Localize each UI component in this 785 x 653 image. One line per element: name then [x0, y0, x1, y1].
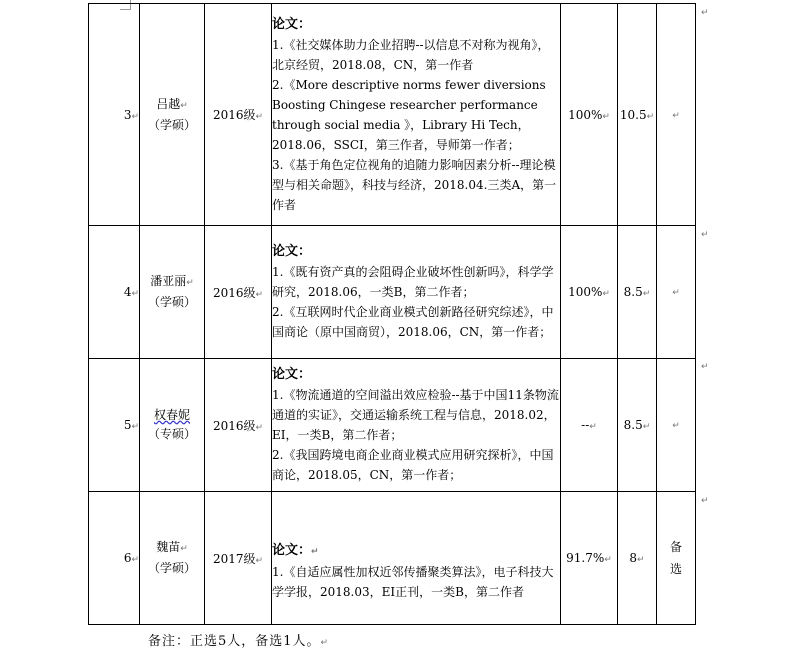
score-cell [618, 492, 657, 625]
table-row [89, 4, 696, 226]
paragraph-mark-icon: ↵ [180, 544, 188, 554]
grade: 2017级 [212, 551, 256, 566]
papers-heading: 论文： [272, 542, 312, 558]
grade: 2016级 [212, 418, 256, 433]
paper-entry: 1.《社交媒体助力企业招聘--以信息不对称为视角》，北京经贸，2018.08，CN，第一作者 [272, 37, 550, 72]
papers-cell [272, 4, 561, 226]
grade-cell [205, 4, 272, 226]
paragraph-mark-icon: ↵ [131, 555, 139, 565]
candidate-table [88, 3, 696, 625]
note-cell [657, 492, 696, 625]
paragraph-mark-icon: ↵ [255, 555, 264, 566]
grade: 2016级 [212, 108, 256, 122]
footer-text: 备注：正选5人，备选1人。 [148, 634, 321, 649]
ratio-cell [561, 492, 618, 625]
score: 8 [629, 551, 638, 565]
paragraph-mark-icon: ↵ [637, 555, 645, 565]
name-cell [140, 492, 205, 625]
paragraph-mark-icon: ↵ [672, 421, 680, 431]
paragraph-mark-icon: ↵ [642, 289, 651, 299]
paragraph-mark-icon: ↵ [131, 111, 139, 122]
row-index: 6 [123, 551, 132, 565]
paragraph-mark-icon: ↵ [255, 289, 264, 300]
note: 备选 [669, 540, 682, 576]
paragraph-mark-icon: ↵ [320, 638, 330, 648]
student-name: 吕越 [156, 96, 181, 111]
row-index-cell [89, 359, 140, 492]
paragraph-mark-icon: ↵ [646, 111, 655, 122]
note-cell [657, 226, 696, 359]
grade-cell [205, 492, 272, 625]
paragraph-mark-icon: ↵ [255, 112, 264, 122]
paragraph-mark-icon: ↵ [602, 111, 610, 122]
name-cell [140, 359, 205, 492]
paragraph-mark-icon: ↵ [180, 100, 188, 111]
row-index: 3 [123, 107, 132, 122]
paragraph-mark-icon: ↵ [589, 422, 597, 432]
paragraph-mark-icon: ↵ [701, 362, 709, 372]
papers-cell [272, 226, 561, 359]
paper-entry: 1.《自适应属性加权近邻传播聚类算法》，电子科技大学学报，2018.03，EI正刊，一类B，第二作者 [272, 564, 554, 599]
table-row [89, 492, 696, 625]
degree-type: （学硕） [147, 295, 196, 309]
degree-type: （专硕） [147, 427, 196, 441]
ratio: -- [581, 418, 590, 432]
row-index-cell [89, 226, 140, 359]
grade-cell [205, 359, 272, 492]
paper-entry: 2.《互联网时代企业商业模式创新路径研究综述》，中国商论（原中国商贸），2018.06，CN，第一作者； [272, 305, 554, 339]
score-cell [618, 4, 657, 226]
student-name: 权春妮 [153, 408, 190, 422]
score: 8.5 [623, 285, 643, 299]
paper-entry: 1.《物流通道的空间溢出效应检验--基于中国11条物流通道的实证》，交通运输系统工程与信息，2018.02，EI，一类B，第二作者； [272, 388, 559, 442]
name-cell [140, 4, 205, 226]
paragraph-mark-icon: ↵ [604, 555, 612, 565]
degree-type: （学硕） [147, 117, 196, 132]
name-cell [140, 226, 205, 359]
paper-entry: 3.《基于角色定位视角的追随力影响因素分析--理论模型与相关命题》，科技与经济，2018.04.三类A，第一作者 [272, 157, 557, 212]
degree-type: （学硕） [147, 561, 196, 575]
paragraph-mark-icon: ↵ [642, 422, 651, 432]
grade: 2016级 [212, 285, 256, 300]
paragraph-mark-icon: ↵ [131, 422, 139, 432]
ratio: 91.7% [566, 551, 605, 565]
row-index: 5 [123, 418, 132, 432]
paper-entry: 2.《More descriptive norms fewer diversions Boosting Chingese researcher performance through social media 》，Library Hi Tech，2018.06，SSCI，第三作者，导师第一作者； [272, 77, 546, 152]
ratio-cell [561, 359, 618, 492]
paper-entry: 1.《既有资产真的会阻碍企业破坏性创新吗》，科学学研究，2018.06，一类B，第二作者； [272, 265, 554, 299]
score: 10.5 [619, 107, 647, 122]
table-row [89, 226, 696, 359]
score-cell [618, 359, 657, 492]
papers-cell [272, 492, 561, 625]
paragraph-mark-icon: ↵ [701, 496, 709, 506]
ratio-cell [561, 4, 618, 226]
footer-note [148, 630, 329, 649]
papers-heading: 论文： [272, 16, 312, 32]
paragraph-mark-icon: ↵ [672, 110, 680, 121]
paragraph-mark-icon: ↵ [131, 289, 139, 299]
paragraph-mark-icon: ↵ [255, 422, 264, 433]
ratio: 100% [568, 285, 603, 299]
paragraph-mark-icon: ↵ [311, 546, 319, 557]
ratio: 100% [568, 107, 603, 122]
row-index: 4 [123, 285, 132, 299]
papers-heading: 论文： [272, 367, 312, 382]
student-name: 魏苗 [156, 540, 181, 554]
paragraph-mark-icon: ↵ [602, 289, 610, 299]
paper-entry: 2.《我国跨境电商企业商业模式应用研究探析》，中国商论，2018.05，CN，第一作者； [272, 448, 554, 482]
paragraph-mark-icon: ↵ [701, 8, 709, 18]
row-index-cell [89, 4, 140, 226]
note-cell [657, 359, 696, 492]
score: 8.5 [623, 418, 643, 432]
paragraph-mark-icon: ↵ [701, 230, 709, 240]
papers-heading: 论文： [272, 244, 312, 259]
ratio-cell [561, 226, 618, 359]
row-index-cell [89, 492, 140, 625]
note-cell [657, 4, 696, 226]
student-name: 潘亚丽 [150, 274, 187, 288]
papers-cell [272, 359, 561, 492]
grade-cell [205, 226, 272, 359]
score-cell [618, 226, 657, 359]
table-row [89, 359, 696, 492]
paragraph-mark-icon: ↵ [672, 288, 680, 298]
paragraph-mark-icon: ↵ [186, 278, 194, 288]
